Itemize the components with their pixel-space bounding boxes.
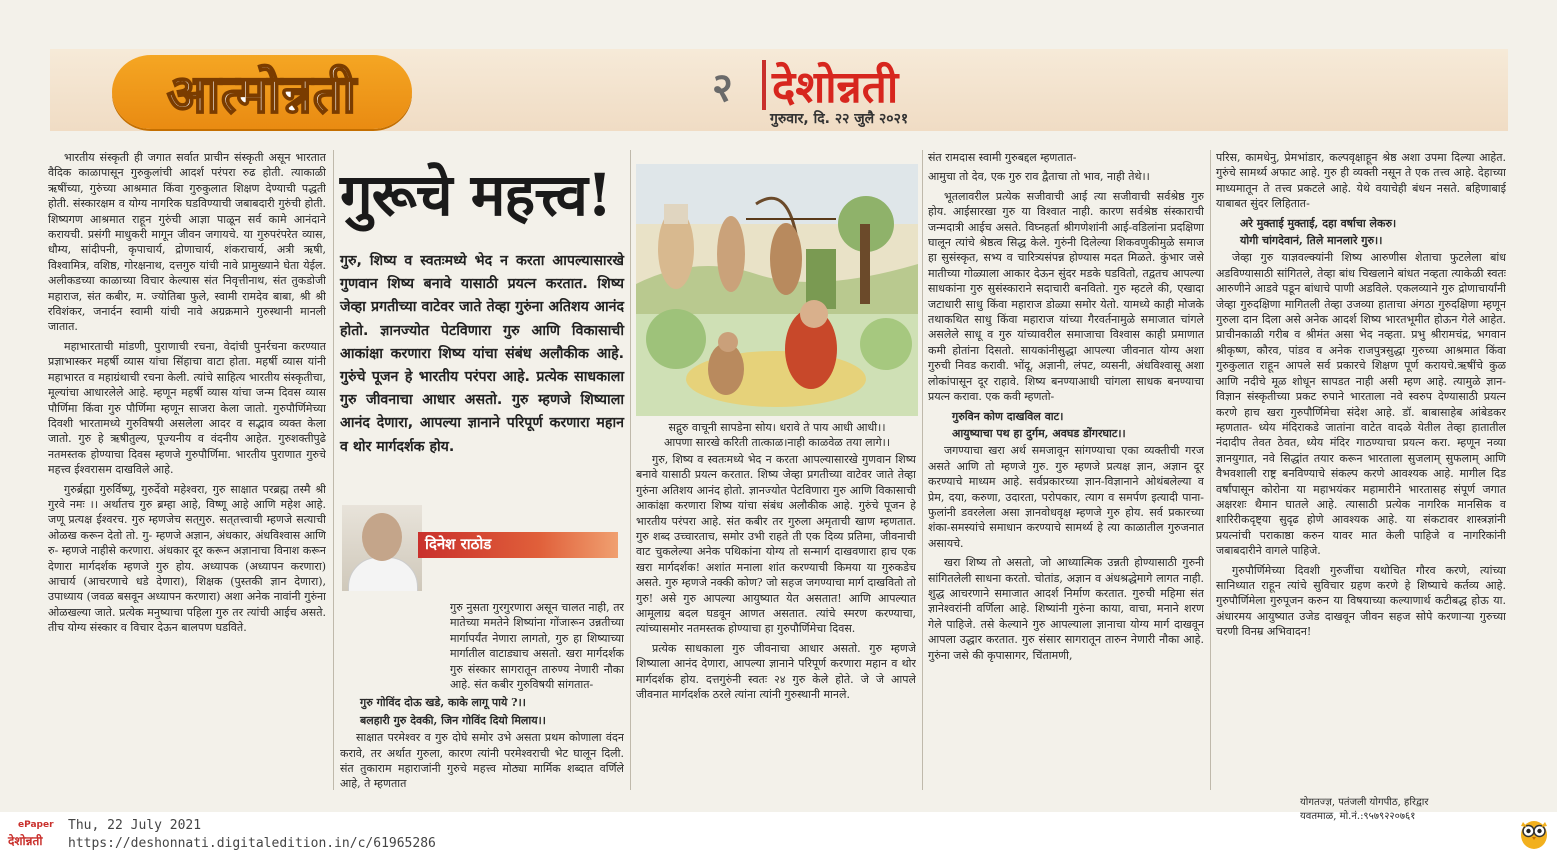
verse-line: अरे मुक्ताई मुक्ताई, दहा वर्षाचा लेकरु। [1240, 216, 1397, 230]
verse-line: योगी चांगदेवानं, तिले मानलारे गुरु।। [1240, 234, 1383, 248]
edition-date: गुरुवार, दि. २२ जुलै २०२१ [770, 111, 909, 127]
paragraph: गुरुर्ब्रह्मा गुरुर्विष्णू, गुरुर्देवो महेश्वरा, गुरु साक्षात परब्रह्म तस्मै श्री गुरवे नमः ।। अर्थातच गुरु ब्रम्हा आहे, विष्णू आहे आणि महेश आहे. जणू प्रत्यक्ष ईश्वरच. गुरु म्हणजेच सत्‌गुरु. सत्‌तत्त्वाची म्हणजे सत्याची ओळख करून देतो तो. गु- म्हणजे अज्ञान, अंधकार, अंधविश्वास आणि रु- म्हणजे नाहीसे करणारा. अंधकार दूर करून अज्ञानाचा विनाश करून देणारा मार्गदर्शक म्हणजे गुरु होय. अध्यापक (अध्यापन करणारा) आचार्य (आचरणाचे धडे देणारा), शिक्षक (पुस्तकी ज्ञान देणारा), उपाध्याय (जवळ बसवून अध्यापन करणारा) अशा अनेक नावांनी गुरुंना ओळखल्या जाते. प्रत्येक मनुष्याचा पहिला गुरु तर त्यांची आईच असते. तीच योग्य संस्कार व विचार देऊन बालपण घडविते. [48, 482, 326, 635]
epaper-label: ePaper [18, 820, 54, 830]
paragraph: गुरुपौर्णिमेच्या दिवशी गुरुजींचा यथोचित गौरव करणे, त्यांच्या सानिध्यात राहून त्यांचे सुविचार ग्रहण करणे हे शिष्याचे कर्तव्य आहे. गुरुपौर्णिमेला गुरुपूजन करुन या विषयाच्या कल्याणार्थ कटीबद्ध होऊ या. अंधारमय आयुष्यात उजेड दाखवून जीवन सहज सोपे करणाऱ्या गुरुच्या चरणी विनम्र अभिवादन! [1216, 563, 1506, 639]
paragraph: साक्षात परमेश्वर व गुरु दोघे समोर उभे असता प्रथम कोणाला वंदन करावे, तर अर्थात गुरुला, कारण त्यांनी परमेश्वराची भेट घालून दिली. संत तुकाराम महाराजांनी गुरुचे महत्त्व मोठ्या मार्मिक शब्दात वर्णिले आहे, ते म्हणतात [340, 731, 624, 790]
verse-line: आमुचा तो देव, एक गुरु राव द्वैताचा तो भाव, नाही तेथे।। [928, 170, 1150, 184]
author-name: दिनेश राठोड [425, 535, 492, 553]
newspaper-brand: देशोन्नती [772, 62, 899, 113]
article-column-3 [636, 452, 916, 792]
guru-disciple-illustration [636, 164, 918, 416]
paragraph: जेव्हा गुरु याज्ञवल्क्यांनी शिष्य आरुणीस शेताचा फुटलेला बांध अडविण्यासाठी सांगितले, तेव्हा बांध चिखलाने बांधत नव्हता त्याकेळी स्वतः आरुणीने आडवे पडून बांधाचे पाणी अडविले. एकलव्याने गुरु द्रोणाचार्यांनी जेव्हा गुरुदक्षिणा मागितली तेव्हा उजव्या हाताचा अंगठा गुरुदक्षिणा म्हणून गुरुला दान दिला असे अनेक आदर्श शिष्य भारतभूमीत होऊन गेले आहेत. प्राचीनकाळी गरीब व श्रीमंत असा भेद नव्हता. प्रभु श्रीरामचंद्र, भगवान श्रीकृष्ण, कौरव, पांडव व अनेक राजपुत्रसुद्धा गुरुच्या आश्रमात किंवा गुरुकुलात राहून आपले सर्व प्रकारचे शिक्षण पूर्ण करायचे.ऋषींचे कुळ आणि नदीचे मूळ शोधून सापडत नाही असी म्हण आहे. त्यामुळे ज्ञान-विज्ञान संस्कृतीच्या प्रकट रुपाने भारताला नवे स्वरुप देण्यासाठी प्रयत्न करणे हाच खरा गुरुपौर्णिमेचा संदेश आहे. डॉ. बाबासाहेब आंबेडकर म्हणतात- ध्येय मंदिराकडे जातांना वाटेत वादळे येतील तेव्हा हातातील नंदादीप तेवत ठेवत, ध्येय मंदिर गाठण्याचा प्रयत्न करा. म्हणून नव्या ज्ञानयुगात, नवे सिद्धांत तयार करून भारताला सुजलाम्‌ सुफलाम्‌ आणि वैभवशाली राष्ट्र बनविण्याचे संकल्प करणे आवश्यक आहे. मागील दिड वर्षांपासून कोरोना या महाभयंकर महामारीने भारतासह संपूर्ण जगात अक्षरशः थैमान घातले आहे. त्यासाठी प्रत्येक नागरिक मानसिक व शारिरीकदृष्ट्या सुदृढ होणे आवश्यक आहे. या संकटावर शास्त्रज्ञांनी प्रयत्नांची पराकाष्ठा करुन यावर मात केली पाहिजे व नागरिकांनी जबाबदारीने वागले पाहिजे. [1216, 251, 1506, 558]
author-photo [342, 505, 422, 591]
caption-line: आपणा सारखे करिती तात्काळ।नाही काळवेळ तया लागे।। [664, 436, 890, 450]
article-deck: गुरु, शिष्य व स्वतःमध्ये भेद न करता आपल्यासारखे गुणवान शिष्य बनावे यासाठी प्रयत्न करतात. शिष्य जेव्हा प्रगतीच्या वाटेवर जाते तेव्हा गुरुंना अतिशय आनंद होतो. ज्ञानज्योत पेटविणारा गुरु आणि विकासाची आकांक्षा करणारा शिष्य यांचा संबंध अलौकीक आहे. गुरुंचे पूजन हे भारतीय परंपरा आहे. प्रत्येक साधकाला गुरु जीवनाचा आधार असतो. गुरु म्हणजे शिष्याला आनंद देणारा, आपल्या ज्ञानाने परिपूर्ण करणारा महान व थोर मार्गदर्शक होय. [340, 253, 624, 455]
paragraph: खरा शिष्य तो असतो, जो आध्यात्मिक उन्नती होण्यासाठी गुरुनी सांगितलेली साधना करतो. चोतांड, अज्ञान व अंधश्रद्धेमागे लागत नाही. शुद्ध आचरणाने समाजात आदर्श निर्माण करतात. गुरुची महिमा संत ज्ञानेश्वरांनी वर्णिला आहे. शिष्यांनी गुरुंना काया, वाचा, मनाने शरण गेले पाहिजे. तसे केल्याने गुरु आपल्याला ज्ञानाचा योग्य मार्ग दाखवून आपला उद्धार करतात. गुरु संसार सागरातून तारुन नेणारी नौका आहे. गुरुंना जसे की कृपासागर, चिंतामणी, [928, 556, 1204, 662]
article-column-1 [48, 150, 326, 790]
epaper-brand: देशोन्नती [8, 834, 43, 848]
masthead-divider [762, 60, 766, 110]
paragraph: परिस, कामधेनु, प्रेमभांडार, कल्पवृक्षाहून श्रेष्ठ अशा उपमा दिल्या आहेत. गुरुंचे सामर्थ्य अफाट आहे. गुरु ही व्यक्ती नसून ते एक तत्त्व आहे. देहाच्या माध्यमातून ते तत्त्व प्रकटले आहे. येथे वयाचेही बंधन नसते. बहिणाबाई याबाबत सुंदर लिहितात- [1216, 151, 1506, 211]
column-rule [1210, 150, 1211, 790]
verse-line: आयुष्याचा पथ हा दुर्गम, अवघड डोंगरघाट।। [952, 426, 1126, 440]
illustration-caption [636, 420, 918, 451]
paragraph: जगण्याचा खरा अर्थ समजावून सांगण्याचा एका व्यक्तीची गरज असते आणि तो म्हणजे गुरु. गुरु म्हणजे प्रत्यक्ष ज्ञान, अज्ञान दूर करण्याचे माध्यम आहे. सर्वप्रकारच्या ज्ञान-विज्ञानाने ओथंबलेल्या व प्रेम, दया, करुणा, उदारता, परोपकार, त्याग व समर्पण इत्यादी पाना-फुलांनी डवरलेला असा ज्ञानवोधवृक्ष म्हणजे गुरु होय. सर्व प्रकारच्या शंका-समस्यांचे समाधान करण्याचे सामर्थ्य हे त्या काळातील गुरुजनात असायचे. [928, 444, 1204, 550]
caption-line: सद्गुरु वाचूनी सापडेना सोय। धरावे ते पाय आधी आधी।। [668, 421, 886, 434]
verse-line: बलहारी गुरु देवकी, जिन गोविंद दियो मिलाय।। [360, 713, 546, 727]
article-column-4 [928, 150, 1204, 790]
page-number: २ [712, 65, 733, 111]
verse-line: गुरुविन कोण दाखविल वाट। [952, 409, 1064, 423]
column-rule [333, 150, 334, 790]
column-rule [922, 150, 923, 790]
paragraph: महाभारताची मांडणी, पुराणाची रचना, वेदांची पुनर्रचना करण्यात प्रज्ञाभास्कर महर्षी व्यास यांचा सिंहाचा वाटा होता. महर्षी व्यास यांनी महाभारत व महाग्रंथाची रचना केली. त्यांचे साहित्य भारतीय संस्कृतीचा, मूल्यांचा आधारलेले आहे. म्हणून महर्षी व्यास यांचा जन्म दिवस व्यास पौर्णिमा किंवा गुरु पौर्णिमा म्हणून साजरा केला जातो. गुरुपौर्णिमेच्या दिवशी भारतामध्ये गुरुविषयी असलेला आदर व सद्भाव व्यक्त केला जातो. गुरु हे ऋषीतुल्य, पूज्यनीय व वंदनीय आहेत. गुरुशक्तीपुढे नतमस्तक होण्याचा दिवस म्हणजे गुरुपौर्णिमा. भारतीय पुराणात गुरुचे महत्त्व ईश्वरासम दाखविले आहे. [48, 339, 326, 477]
paragraph: संत रामदास स्वामी गुरुबद्दल म्हणतात- [928, 151, 1077, 164]
paragraph: भूतलावरील प्रत्येक सजीवाची आई त्या सजीवाची सर्वश्रेष्ठ गुरु होय. आईसारखा गुरु या विश्वात नाही. कारण सर्वश्रेष्ठ संस्काराची जन्मदात्री आईच असते. विघ्नहर्ता श्रीगणेशांनी आई-वडिलांना प्रदक्षिणा घालून त्यांचे श्रेष्ठत्व सिद्ध केले. गुरुंनी दिलेल्या शिकवणुकीमुळे समाज हा सुसंस्कृत, सभ्य व चारित्र्यसंपन्न होण्यास मदत मिळते. कुंभार जसे मातीच्या गोळ्याला आकार देऊन सुंदर मडके घडवितो, तद्वतच आपल्या साधकांना गुरु सुसंस्काराने सदाचारी बनवितो. गुरु म्हटले की, एखादा जटाधारी साधु किंवा महाराज डोळ्या समोर येतो. यामध्ये काही मोजके तथाकथित साधु किंवा महाराज यांच्या गैरवर्तनामुळे समाजात चांगले असलेले साधू व गुरु यांच्यावरील समाजाचा विश्वास काही प्रमाणात कमी होतांना दिसतो. सायकांनीसुद्धा आपल्या जीवनात योग्य अशा गुरुची निवड करावी. भोंदू, अज्ञानी, लंपट, व्यसनी, अंधविश्वासू अशा लोकांपासून दूर राहावे. शिष्य बनण्याआधी चांगला साधक बनण्याचा प्रयत्न करावा. एक कवी म्हणतो- [928, 189, 1204, 404]
footer-date: Thu, 22 July 2021 [68, 818, 202, 833]
paragraph: गुरु नुसता गुरगुरणारा असून चालत नाही, तर मातेच्या ममतेने शिष्यांना गोंजारून उन्नतीच्या मार्गापर्यंत नेणारा लागतो, गुरु हा शिष्याच्या मार्गातील वाटाड्याच असतो. खरा मार्गदर्शक गुरु संस्कार सागरातून तारुण्य नेणारी नौका आहे. संत कबीर गुरुविषयी सांगतात- [450, 601, 624, 692]
author-contact: यवतमाळ, मो.नं.:९५७९२२०७६१ [1300, 811, 1416, 822]
article-column-5 [1216, 150, 1506, 790]
epaper-logo[interactable] [6, 818, 58, 850]
paragraph: प्रत्येक साधकाला गुरु जीवनाचा आधार असतो. गुरु म्हणजे शिष्याला आनंद देणारा, आपल्या ज्ञानाने परिपूर्ण करणारा महान व थोर मार्गदर्शक होय. दत्तगुरुंनी स्वतः २४ गुरु केले होते. जे जे आपले जीवनात मार्गदर्शक ठरले त्यांना त्यांनी गुरुस्थानी मानले. [636, 641, 916, 702]
article-headline: गुरूचे महत्त्व! [340, 161, 612, 229]
section-title: आत्मोन्नती [166, 64, 358, 125]
owl-icon[interactable] [1518, 816, 1550, 850]
author-signature: योगतज्ज्ञ, पतंजली योगपीठ, हरिद्वार [1300, 797, 1429, 808]
paragraph: भारतीय संस्कृती ही जगात सर्वात प्राचीन संस्कृती असून भारतात वैदिक काळापासून गुरुकुलांची आदर्श परंपरा रुढ होती. त्याकाळी ऋषींच्या, गुरुंच्या आश्रमात किंवा गुरुकुलात शिक्षण देण्याची पद्धती होती. संस्कारक्षम व योग्य नागरिक घडविण्याची जबाबदारी गुरुंची होती. शिष्यगण आश्रमात राहून गुरुंची आज्ञा पाळून सर्व कामे आनंदाने करायची. प्रसंगी माधुकरी मागून जीवन जगायचे. या गुरुपरंपरेत व्यास, धौम्य, सांदीपनी, कृपाचार्य, द्रोणाचार्य, शंकराचार्य, अत्री ऋषी, विश्वामित्र, वशिष्ठ, गोरक्षनाथ, दत्तगुरु यांची नावे प्रामुख्याने घेता येईल. अलीकडच्या काळाच्या विचार केल्यास संत निवृत्तीनाथ, संत तुकडोजी महाराज, संत कबीर, म. ज्योतिबा फुले, स्वामी रामदेव बाबा, श्री श्री रविशंकर, जनार्दन स्वामी यांची नावे अग्रक्रमाने गुरुस्थानी मानली जातात. [48, 151, 326, 334]
footer-url[interactable]: https://deshonnati.digitaledition.in/c/61965286 [68, 836, 436, 851]
article-column-2 [340, 600, 624, 790]
paragraph: गुरु, शिष्य व स्वतःमध्ये भेद न करता आपल्यासारखे गुणवान शिष्य बनावे यासाठी प्रयत्न करतात. शिष्य जेव्हा प्रगतीच्या वाटेवर जाते तेव्हा गुरुंना अतिशय आनंद होतो. ज्ञानज्योत पेटविणारा गुरु आणि विकासाची आकांक्षा करणारा शिष्य यांचा संबंध अलौकीक आहे. गुरुंचे पूजन हे भारतीय परंपरा आहे. संत कबीर तर गुरुला अमृताची खाण म्हणतात. गुरु शब्द उच्चारताच, समोर उभी राहते ती एक दिव्य प्रतिमा, जीवनाची वाट चुकलेल्या अनेक पथिकांना योग्य तो सन्मार्ग दाखवणारा हाच एक खरा मार्गदर्शक! अशांत मनाला शांत करण्याची किमया या गुरुकडेच असते. गुरु म्हणजे नक्की कोण? जो सहज जगण्याचा मार्ग दाखवितो तो गुरु! असे गुरु आपल्या आयुष्यात येत असतात! आणि आपल्यात आमूलाग्र बदल घडवून आणत असतात. त्यांचे स्मरण करण्याचा, त्यांच्यासमोर नतमस्तक होण्याचा हा गुरुपौर्णिमेचा दिवस. [636, 453, 916, 636]
column-rule [630, 150, 631, 790]
verse-line: गुरु गोविंद दोऊ खडे, काके लागू पाये ?।। [360, 696, 526, 710]
